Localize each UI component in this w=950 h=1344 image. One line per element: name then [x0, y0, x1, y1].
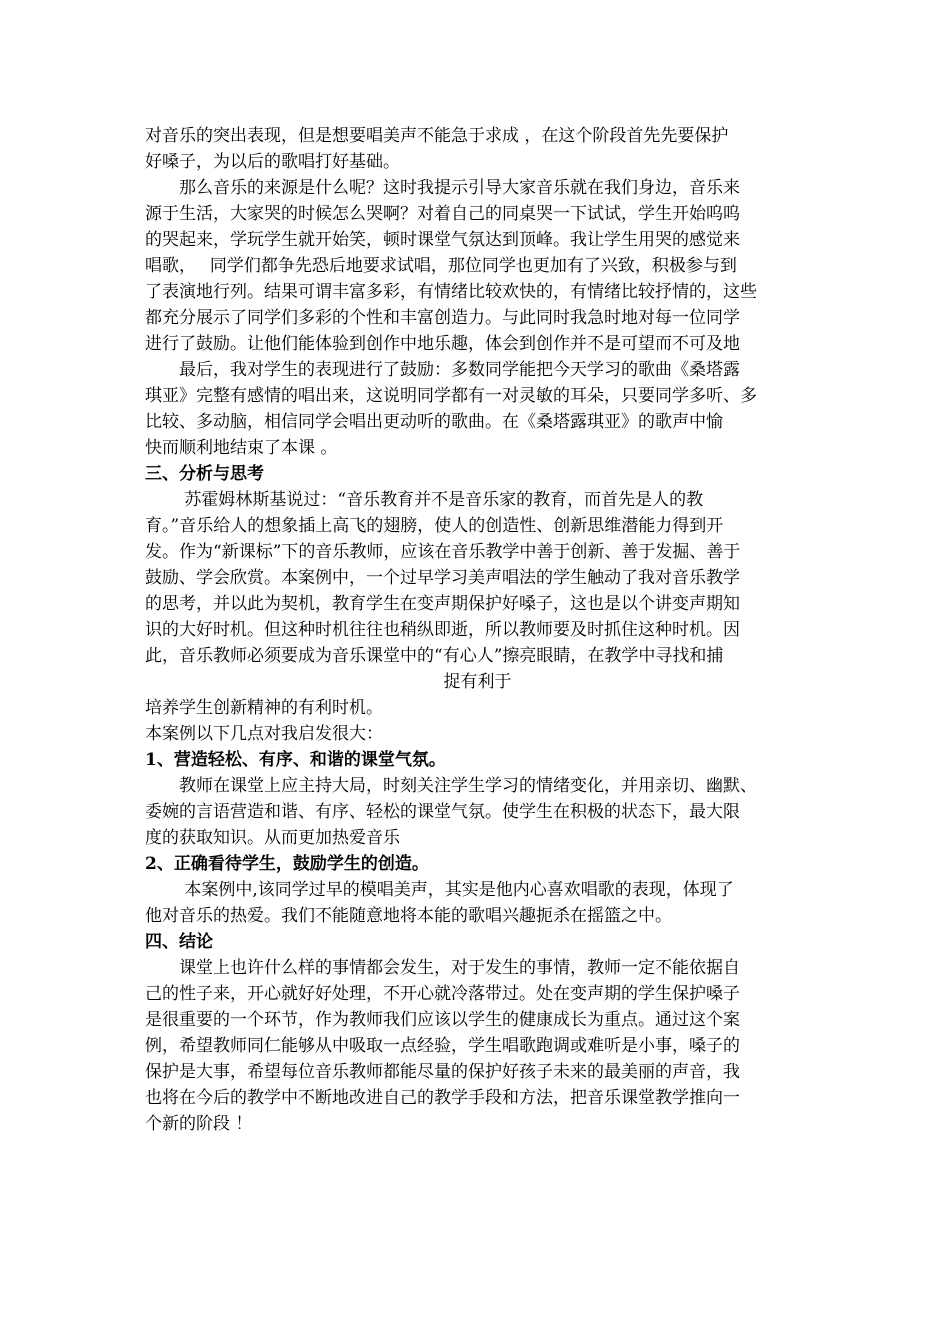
- paragraph-line: 己的性子来，开心就好好处理，不开心就冷落带过。处在变声期的学生保护嗓子: [145, 984, 740, 1004]
- paragraph-line: 进行了鼓励。让他们能体验到创作中地乐趣，体会到创作并不是可望而不可及地: [145, 334, 740, 354]
- paragraph-line: 唱歌， 同学们都争先恐后地要求试唱，那位同学也更加有了兴致，积极参与到: [145, 256, 737, 276]
- paragraph-line: 个新的阶段 ！: [145, 1114, 253, 1134]
- paragraph-line: 比较、多动脑，相信同学会唱出更动听的歌曲。在《桑塔露琪亚》的歌声中愉: [145, 412, 723, 432]
- paragraph-line: 例，希望教师同仁能够从中吸取一点经验，学生唱歌跑调或难听是小事，嗓子的: [145, 1036, 740, 1056]
- paragraph-line: 培养学生创新精神的有利时机。: [145, 698, 383, 718]
- paragraph-line: 的哭起来，学玩学生就开始笑，顿时课堂气氛达到顶峰。我让学生用哭的感觉来: [145, 230, 740, 250]
- paragraph-line: 快而顺利地结束了本课 。: [145, 438, 338, 458]
- paragraph-line: 度的获取知识。从而更加热爱音乐: [145, 828, 400, 848]
- paragraph-line: 鼓励、学会欣赏。本案例中，一个过早学习美声唱法的学生触动了我对音乐教学: [145, 568, 740, 588]
- paragraph-line: 最后，我对学生的表现进行了鼓励：多数同学能把今天学习的歌曲《桑塔露: [145, 360, 740, 380]
- section-heading: 三、分析与思考: [145, 464, 264, 484]
- paragraph-line: 是很重要的一个环节，作为教师我们应该以学生的健康成长为重点。通过这个案: [145, 1010, 740, 1030]
- paragraph-line: 本案例中,该同学过早的模唱美声，其实是他内心喜欢唱歌的表现，体现了: [145, 880, 734, 900]
- subsection-heading: 1、营造轻松、有序、和谐的课堂气氛。: [145, 750, 446, 770]
- paragraph-line: 那么音乐的来源是什么呢？这时我提示引导大家音乐就在我们身边，音乐来: [145, 178, 740, 198]
- paragraph-line: 的思考，并以此为契机，教育学生在变声期保护好嗓子，这也是以个讲变声期知: [145, 594, 740, 614]
- paragraph-line: 教师在课堂上应主持大局，时刻关注学生学习的情绪变化，并用亲切、幽默、: [145, 776, 757, 796]
- paragraph-line: 课堂上也许什么样的事情都会发生，对于发生的事情，教师一定不能依据自: [145, 958, 740, 978]
- paragraph-line: 育。”音乐给人的想象插上高飞的翅膀，使人的创造性、创新思维潜能力得到开: [145, 516, 724, 536]
- paragraph-line: 苏霍姆林斯基说过：“音乐教育并不是音乐家的教育，而首先是人的教: [145, 490, 704, 510]
- paragraph-line: 发。作为“新课标”下的音乐教师，应该在音乐教学中善于创新、善于发掘、善于: [145, 542, 741, 562]
- paragraph-line: 捉有利于: [443, 672, 512, 692]
- paragraph-line: 此，音乐教师必须要成为音乐课堂中的“有心人”擦亮眼睛，在教学中寻找和捕: [145, 646, 724, 666]
- paragraph-line: 琪亚》完整有感情的唱出来，这说明同学都有一对灵敏的耳朵，只要同学多听、多: [145, 386, 757, 406]
- paragraph-line: 保护是大事，希望每位音乐教师都能尽量的保护好孩子未来的最美丽的声音，我: [145, 1062, 740, 1082]
- paragraph-line: 源于生活，大家哭的时候怎么哭啊？对着自己的同桌哭一下试试，学生开始呜呜: [145, 204, 740, 224]
- paragraph-line: 委婉的言语营造和谐、有序、轻松的课堂气氛。使学生在积极的状态下，最大限: [145, 802, 740, 822]
- paragraph-line: 本案例以下几点对我启发很大：: [145, 724, 383, 744]
- paragraph-line: 都充分展示了同学们多彩的个性和丰富创造力。与此同时我急时地对每一位同学: [145, 308, 740, 328]
- paragraph-line: 好嗓子，为以后的歌唱打好基础。: [145, 152, 400, 172]
- section-heading: 四、结论: [145, 932, 213, 952]
- paragraph-line: 对音乐的突出表现，但是想要唱美声不能急于求成 ，在这个阶段首先先要保护: [145, 126, 729, 146]
- paragraph-line: 他对音乐的热爱。我们不能随意地将本能的歌唱兴趣扼杀在摇篮之中。: [145, 906, 672, 926]
- paragraph-line: 了表演地行列。结果可谓丰富多彩，有情绪比较欢快的，有情绪比较抒情的，这些: [145, 282, 757, 302]
- paragraph-line: 识的大好时机。但这种时机往往也稍纵即逝，所以教师要及时抓住这种时机。因: [145, 620, 740, 640]
- subsection-heading: 2、正确看待学生，鼓励学生的创造。: [145, 854, 429, 874]
- paragraph-line: 也将在今后的教学中不断地改进自己的教学手段和方法，把音乐课堂教学推向一: [145, 1088, 740, 1108]
